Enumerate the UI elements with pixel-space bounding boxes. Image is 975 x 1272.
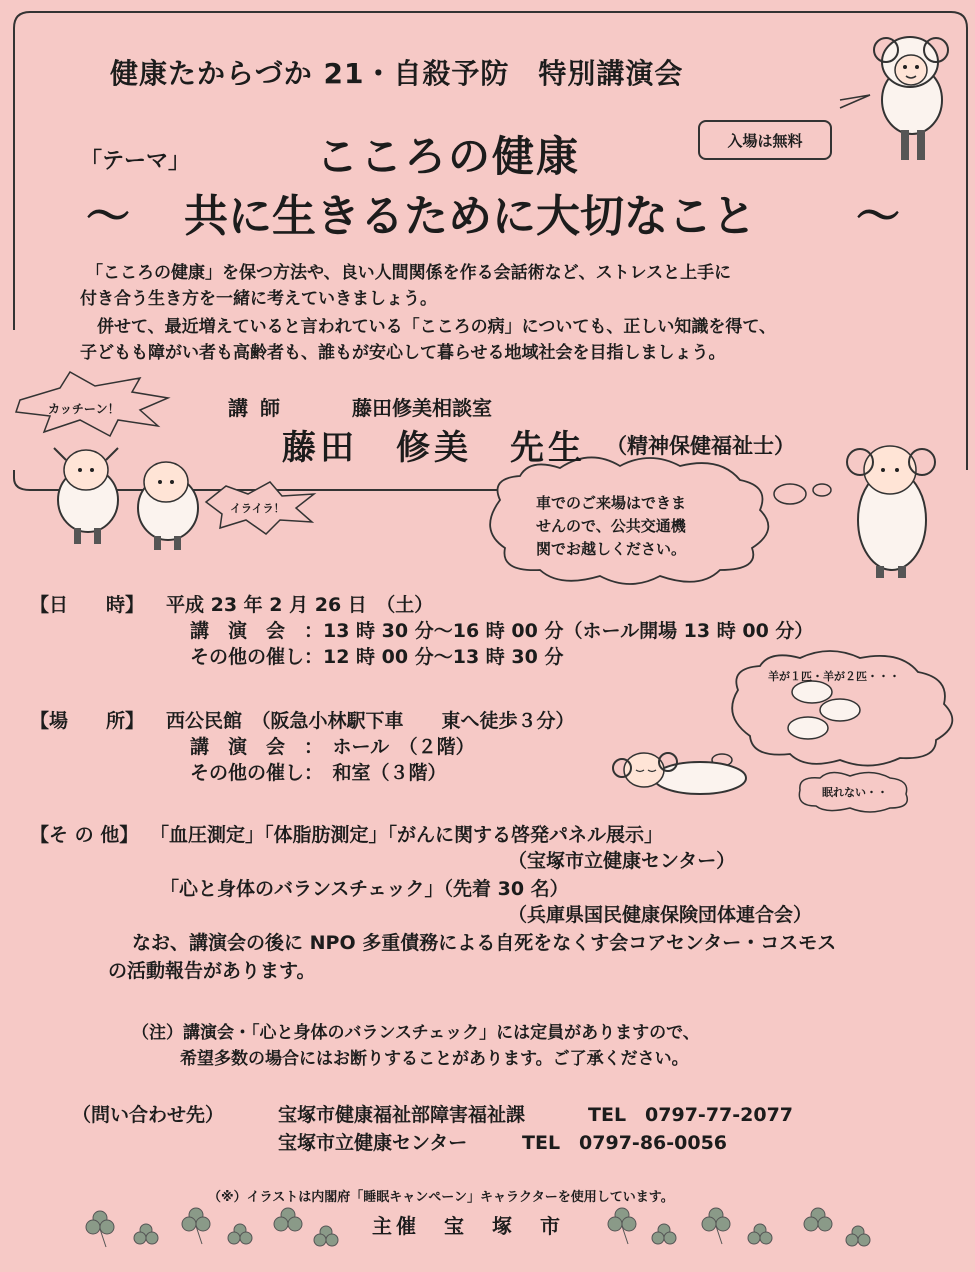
others-items-2: 「心と身体のバランスチェック」（先着 30 名） xyxy=(160,878,569,900)
lecturer-label: 講師 xyxy=(228,396,292,420)
other-events-time: その他の催し：12 時 00 分～13 時 30 分 xyxy=(190,646,564,668)
others-note-1: なお、講演会の後に NPO 多重債務による自死をなくす会コアセンター・コスモス xyxy=(132,932,837,954)
event-title: 健康たからづか 21・自殺予防 特別講演会 xyxy=(110,57,684,90)
theme-main-title: こころの健康 xyxy=(316,132,581,181)
intro-line-3: 併せて、最近増えていると言われている「こころの病」についても、正しい知識を得て、 xyxy=(80,317,776,337)
sheep-annoyed-left-icon xyxy=(138,462,198,550)
tilde-right: ～ xyxy=(856,191,900,242)
sheep-angry-left-icon xyxy=(54,448,118,544)
theme-label: 「テーマ」 xyxy=(80,149,191,174)
venue-place: 西公民館 （阪急小林駅下車 東へ徒歩３分） xyxy=(166,710,575,732)
event-date: 平成 23 年 2 月 26 日 （土） xyxy=(166,594,434,616)
others-label: 【そ の 他】 xyxy=(30,824,139,846)
cant-sleep-text: 眠れない・・ xyxy=(822,786,888,799)
clover-decoration-left-icon xyxy=(86,1208,338,1247)
sheep-thinking-right-icon xyxy=(847,446,935,578)
caution-line-2: 希望多数の場合にはお断りすることがあります。ご了承ください。 xyxy=(180,1049,689,1069)
lecturer-name: 藤田 修美 先生 xyxy=(282,428,586,468)
intro-line-1: 「こころの健康」を保つ方法や、良い人間関係を作る会話術など、ストレスと上手に xyxy=(86,263,732,283)
illustration-note: （※）イラストは内閣府「睡眠キャンペーン」キャラクターを使用しています。 xyxy=(208,1190,674,1205)
organizer: 主催 宝 塚 市 xyxy=(372,1214,564,1238)
car-notice-text xyxy=(536,492,686,561)
intro-line-4: 子どもも障がい者も高齢者も、誰もが安心して暮らせる地域社会を目指しましょう。 xyxy=(80,343,726,363)
datetime-label: 【日 時】 xyxy=(30,594,145,616)
iraira-text: イライラ！ xyxy=(230,502,285,515)
car-notice-line-2: せんので、公共交通機 xyxy=(536,517,686,535)
venue-lecture: 講 演 会 ： ホール （２階） xyxy=(190,736,475,758)
lecture-time: 講 演 会 ：13 時 30 分～16 時 00 分（ホール開場 13 時 00 分） xyxy=(190,620,814,642)
others-note-2: の活動報告があります。 xyxy=(108,960,316,982)
venue-label: 【場 所】 xyxy=(30,710,145,732)
theme-subtitle-text: 共に生きるために大切なこと xyxy=(184,191,756,242)
contact-dept-2: 宝塚市立健康センター xyxy=(278,1132,468,1154)
car-notice-line-3: 関でお越しください。 xyxy=(536,540,687,558)
tilde-left: ～ xyxy=(86,191,130,242)
clover-decoration-right-icon xyxy=(608,1208,870,1246)
lecturer-qualification: （精神保健福祉士） xyxy=(606,434,795,458)
lecturer-organization: 藤田修美相談室 xyxy=(352,396,492,420)
others-org-2: （兵庫県国民健康保険団体連合会） xyxy=(508,904,813,926)
sheep-count-text: 羊が１匹・羊が２匹・・・ xyxy=(768,670,900,683)
free-admission-badge: 入場は無料 xyxy=(698,120,832,160)
others-items-1: 「血圧測定」「体脂肪測定」「がんに関する啓発パネル展示」 xyxy=(150,824,664,846)
venue-other: その他の催し： 和室（３階） xyxy=(190,762,447,784)
caution-line-1: （注）講演会・「心と身体のバランスチェック」には定員がありますので、 xyxy=(132,1023,700,1043)
contact-dept-1: 宝塚市健康福祉部障害福祉課 xyxy=(278,1104,526,1126)
contact-label: （問い合わせ先） xyxy=(72,1104,225,1126)
others-org-1: （宝塚市立健康センター） xyxy=(508,850,736,872)
contact-tel-2: TEL 0797-86-0056 xyxy=(522,1132,728,1154)
kacchin-text: カッチーン！ xyxy=(48,402,120,416)
car-notice-line-1: 車でのご来場はできま xyxy=(536,494,687,512)
sheep-top-right-icon xyxy=(874,37,948,160)
intro-line-2: 付き合う生き方を一緒に考えていきましょう。 xyxy=(80,289,437,309)
contact-tel-1: TEL 0797-77-2077 xyxy=(588,1104,794,1126)
